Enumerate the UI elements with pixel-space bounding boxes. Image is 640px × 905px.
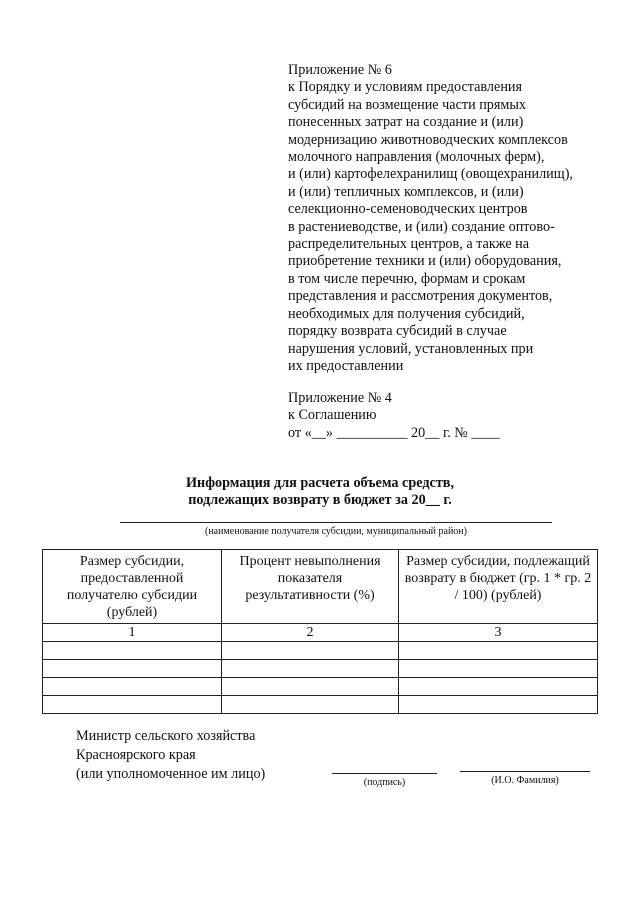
appendix-line: порядку возврата субсидий в случае [288,323,507,340]
appendix-line: в растениеводстве, и (или) создание оптово- [288,218,555,235]
recipient-name-field [120,522,552,523]
appendix-6-header [288,62,618,375]
table-cell [222,642,399,660]
appendix-line: молочного направления (молочных ферм), [288,149,545,166]
column-number: 2 [222,624,399,642]
table-row [43,696,598,714]
table-row [43,678,598,696]
appendix-line: и (или) тепличных комплексов, и (или) [288,183,524,200]
appendix-line: Приложение № 6 [288,62,392,78]
table-cell [399,642,598,660]
appendix-line: и (или) картофелехранилищ (овощехранилищ), [288,166,573,183]
column-number: 3 [399,624,598,642]
table-cell [43,696,222,714]
name-field [460,771,590,772]
appendix-line: их предоставлении [288,357,404,374]
appendix-line: представления и рассмотрения документов, [288,288,553,305]
signature-caption: (подпись) [363,777,406,788]
appendix-line: приобретение техники и (или) оборудования, [288,253,562,270]
table-row [43,660,598,678]
title-line-1: Информация для расчета объема средств, [185,475,455,491]
document-title [0,475,640,509]
signatory-line-2: Красноярского края [76,747,196,763]
appendix-line: необходимых для получения субсидий, [288,305,525,322]
appendix2-line: к Соглашению [288,407,377,424]
appendix2-line: Приложение № 4 [288,390,392,406]
table-cell [43,660,222,678]
column-number: 1 [43,624,222,642]
table-header-row [43,550,598,624]
column-header: Размер субсидии, предоставленной получателю субсидии (рублей) [43,550,222,624]
appendix-line: распределительных центров, а также на [288,236,530,253]
table-cell [222,660,399,678]
name-caption: (И.О. Фамилия) [491,775,559,786]
appendix-line: понесенных затрат на создание и (или) [288,114,524,131]
signature-field [332,773,437,774]
appendix-line: модернизацию животноводческих комплексов [288,131,568,148]
table-cell [399,660,598,678]
column-header: Процент невыполнения показателя результативности (%) [222,550,399,624]
table-cell [399,678,598,696]
table-cell [43,678,222,696]
table-cell [222,696,399,714]
appendix-line: в том числе перечню, формам и срокам [288,270,526,287]
title-line-2: подлежащих возврату в бюджет за 20__ г. [188,492,452,508]
table-cell [222,678,399,696]
column-header: Размер субсидии, подлежащий возврату в бюджет (гр. 1 * гр. 2 / 100) (рублей) [399,550,598,624]
table-row [43,642,598,660]
signatory-block [76,727,265,784]
recipient-caption: (наименование получателя субсидии, муниципальный район) [205,526,467,537]
calculation-table [42,549,598,714]
signatory-line-1: Министр сельского хозяйства [76,728,256,744]
appendix-line: селекционно-семеноводческих центров [288,201,528,218]
appendix-line: к Порядку и условиям предоставления [288,79,523,96]
table-cell [43,642,222,660]
appendix-line: нарушения условий, установленных при [288,340,534,357]
column-number-row [43,624,598,642]
agreement-date-line: от «__» __________ 20__ г. № ____ [288,424,500,441]
appendix-line: субсидий на возмещение части прямых [288,96,527,113]
table-cell [399,696,598,714]
signatory-line-3: (или уполномоченное им лицо) [76,766,266,782]
appendix-4-header [288,390,618,442]
